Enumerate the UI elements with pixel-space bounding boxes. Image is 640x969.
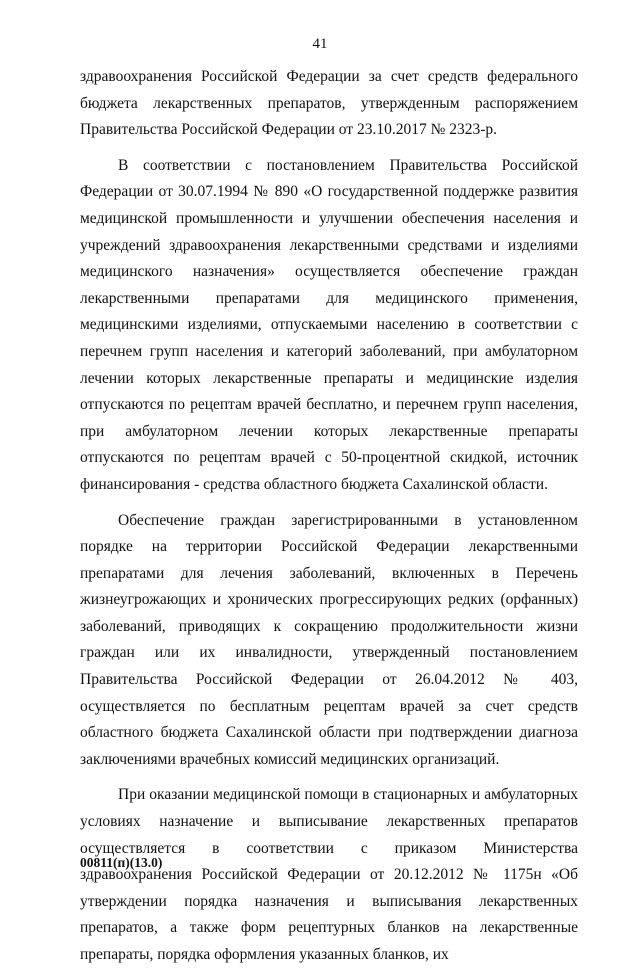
page-number: 41 [312, 36, 328, 52]
paragraph: В соответствии с постановлением Правительства Российской Федерации от 30.07.1994 № 890 «О государственной поддержке развития медицинской промышленности и улучшении обеспечения населения и учреждений здравоохранения лекарственными средствами и изделиями медицинского назначения» осуществляется обеспечение граждан лекарственными препаратами для медицинского применения, медицинскими изделиями, отпускаемыми населению в соответствии с перечнем групп населения и категорий заболеваний, при амбулаторном лечении которых лекарственные препараты и медицинские изделия отпускаются по рецептам врачей бесплатно, и перечнем групп населения, при амбулаторном лечении которых лекарственные препараты отпускаются по рецептам врачей с 50-процентной скидкой, источник финансирования - средства областного бюджета Сахалинской области. [80, 156, 578, 493]
document-body [80, 64, 578, 969]
paragraph: При оказании медицинской помощи в стационарных и амбулаторных условиях назначение и выписывание лекарственных препаратов осуществляется в соответствии с приказом Министерства здравоохранения Российской Федерации от 20.12.2012 № 1175н «Об утверждении порядка назначения и выписывания лекарственных препаратов, а также форм рецептурных бланков на лекарственные препараты, порядка оформления указанных бланков, их [80, 786, 578, 963]
paragraph: Обеспечение граждан зарегистрированными в установленном порядке на территории Российской Федерации лекарственными препаратами для лечения заболеваний, включенных в Перечень жизнеугрожающих и хронических прогрессирующих редких (орфанных) заболеваний, приводящих к сокращению продолжительности жизни граждан или их инвалидности, утвержденный постановлением Правительства Российской Федерации от 26.04.2012 № 403, осуществляется по бесплатным рецептам врачей за счет средств областного бюджета Сахалинской области при подтверждении диагноза заключениями врачебных комиссий медицинских организаций. [80, 511, 578, 768]
paragraph-continuation: здравоохранения Российской Федерации за счет средств федерального бюджета лекарственных препаратов, утвержденным распоряжением Правительства Российской Федерации от 23.10.2017 № 2323-р. [80, 68, 578, 139]
document-code: 00811(п)(13.0) [80, 855, 163, 870]
